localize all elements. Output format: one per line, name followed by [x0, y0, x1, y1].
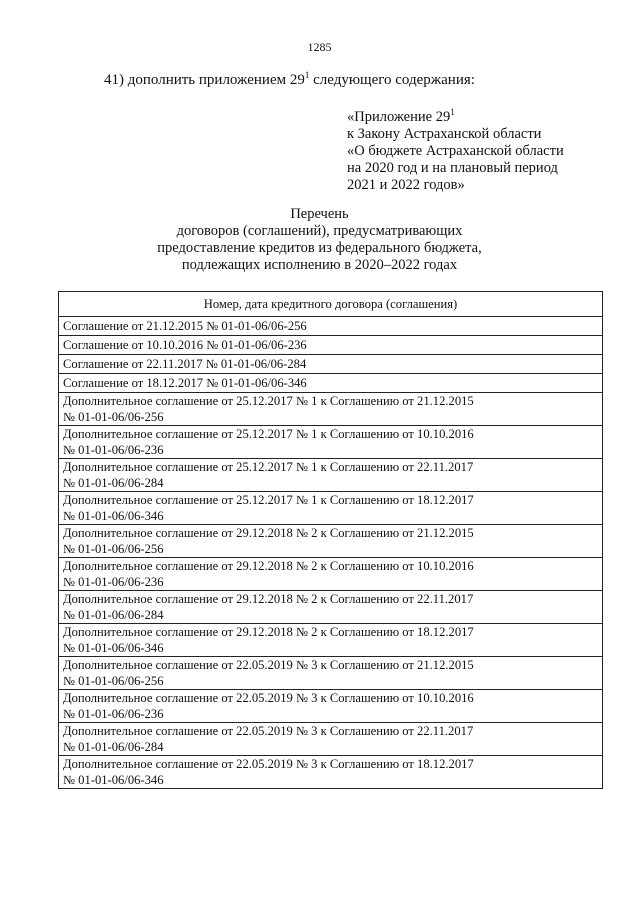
table-row [59, 525, 603, 558]
table-cell-line: Соглашение от 21.12.2015 № 01-01-06/06-256 [63, 319, 307, 333]
table-cell-line: Дополнительное соглашение от 29.12.2018 № 2 к Соглашению от 21.12.2015 [63, 526, 474, 540]
list-title-line2: договоров (соглашений), предусматривающих [176, 223, 463, 239]
table-cell-line: Дополнительное соглашение от 22.05.2019 № 3 к Соглашению от 10.10.2016 [63, 691, 474, 705]
appendix-header [347, 104, 617, 194]
table-row [59, 336, 603, 355]
table-cell-line: № 01-01-06/06-256 [63, 542, 164, 556]
table-header-cell: Номер, дата кредитного договора (соглашения) [59, 292, 603, 317]
appendix-header-line4: на 2020 год и на плановый период [347, 160, 558, 176]
table-cell [59, 756, 603, 789]
table-cell [59, 355, 603, 374]
table-cell-line: Соглашение от 10.10.2016 № 01-01-06/06-236 [63, 338, 307, 352]
table-row [59, 591, 603, 624]
table-cell-line: № 01-01-06/06-236 [63, 707, 164, 721]
table-cell [59, 374, 603, 393]
appendix-header-line3: «О бюджете Астраханской области [347, 143, 564, 159]
table-row [59, 393, 603, 426]
appendix-title: «Приложение 29 [347, 109, 451, 125]
agreements-table [58, 291, 603, 789]
table-cell [59, 336, 603, 355]
table-cell-line: № 01-01-06/06-236 [63, 575, 164, 589]
table-cell [59, 492, 603, 525]
table-cell-line: Дополнительное соглашение от 29.12.2018 № 2 к Соглашению от 10.10.2016 [63, 559, 474, 573]
table-row [59, 492, 603, 525]
table-cell-line: Соглашение от 18.12.2017 № 01-01-06/06-346 [63, 376, 307, 390]
list-title-line3: предоставление кредитов из федерального бюджета, [157, 240, 482, 256]
table-cell-line: Соглашение от 22.11.2017 № 01-01-06/06-284 [63, 357, 307, 371]
table-row [59, 558, 603, 591]
table-row [59, 374, 603, 393]
table-row [59, 690, 603, 723]
table-cell [59, 723, 603, 756]
table-cell-line: Дополнительное соглашение от 22.05.2019 № 3 к Соглашению от 22.11.2017 [63, 724, 474, 738]
table-cell-line: № 01-01-06/06-346 [63, 773, 164, 787]
table-cell-line: Дополнительное соглашение от 25.12.2017 № 1 к Соглашению от 21.12.2015 [63, 394, 474, 408]
table-cell-line: № 01-01-06/06-284 [63, 740, 164, 754]
table-cell [59, 525, 603, 558]
table-cell-line: № 01-01-06/06-346 [63, 509, 164, 523]
table-cell [59, 624, 603, 657]
table-row [59, 459, 603, 492]
table-cell [59, 459, 603, 492]
list-title-line4: подлежащих исполнению в 2020–2022 годах [181, 257, 458, 273]
amendment-prefix: 41) дополнить приложением 29 [104, 72, 305, 88]
list-title-line1: Перечень [290, 206, 349, 222]
amendment-superscript: 1 [304, 70, 310, 80]
table-cell-line: № 01-01-06/06-236 [63, 443, 164, 457]
appendix-header-line5: 2021 и 2022 годов» [347, 177, 465, 193]
table-row [59, 723, 603, 756]
page-number: 1285 [307, 40, 332, 54]
appendix-superscript: 1 [450, 107, 455, 117]
table-cell [59, 690, 603, 723]
table-cell-line: № 01-01-06/06-256 [63, 674, 164, 688]
appendix-header-line1 [347, 104, 617, 126]
table-cell-line: № 01-01-06/06-346 [63, 641, 164, 655]
table-cell [59, 317, 603, 336]
table-row [59, 426, 603, 459]
amendment-suffix: следующего содержания: [309, 72, 475, 88]
table-cell-line: Дополнительное соглашение от 29.12.2018 № 2 к Соглашению от 22.11.2017 [63, 592, 474, 606]
table-cell-line: Дополнительное соглашение от 25.12.2017 № 1 к Соглашению от 18.12.2017 [63, 493, 474, 507]
table-row [59, 624, 603, 657]
table-cell-line: № 01-01-06/06-284 [63, 476, 164, 490]
table-cell-line: Дополнительное соглашение от 29.12.2018 № 2 к Соглашению от 18.12.2017 [63, 625, 474, 639]
table-cell [59, 426, 603, 459]
table-cell-line: № 01-01-06/06-256 [63, 410, 164, 424]
table-cell-line: Дополнительное соглашение от 25.12.2017 № 1 к Соглашению от 22.11.2017 [63, 460, 474, 474]
table-cell-line: Дополнительное соглашение от 22.05.2019 № 3 к Соглашению от 18.12.2017 [63, 757, 474, 771]
table-cell-line: Дополнительное соглашение от 22.05.2019 № 3 к Соглашению от 21.12.2015 [63, 658, 474, 672]
amendment-line [104, 70, 475, 89]
appendix-header-line2: к Закону Астраханской области [347, 126, 542, 142]
table-cell-line: № 01-01-06/06-284 [63, 608, 164, 622]
table-header-row [59, 292, 603, 317]
table-row [59, 317, 603, 336]
table-cell [59, 657, 603, 690]
table-row [59, 756, 603, 789]
table-cell [59, 591, 603, 624]
table-cell [59, 558, 603, 591]
table-row [59, 355, 603, 374]
list-title [0, 206, 639, 274]
table-cell-line: Дополнительное соглашение от 25.12.2017 № 1 к Соглашению от 10.10.2016 [63, 427, 474, 441]
table-body [59, 317, 603, 789]
table-row [59, 657, 603, 690]
table-cell [59, 393, 603, 426]
